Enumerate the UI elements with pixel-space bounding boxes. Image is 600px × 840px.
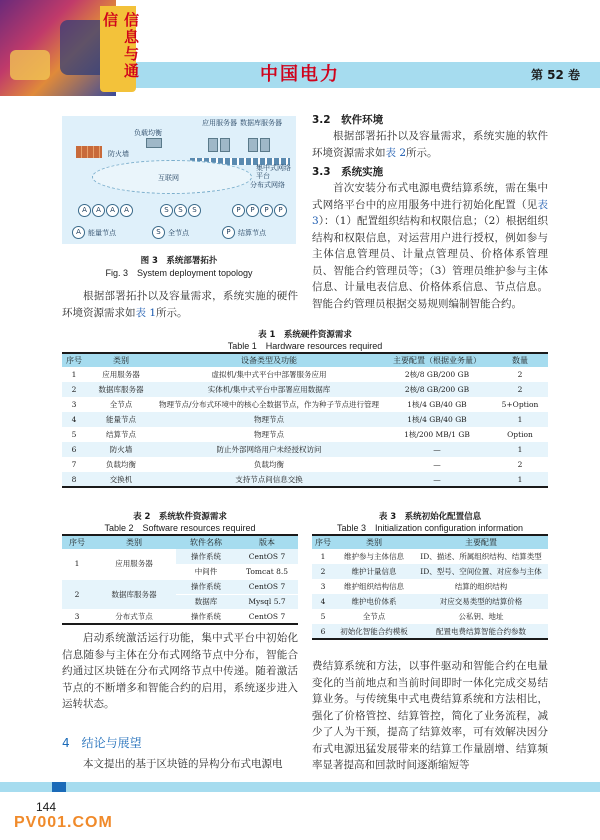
table-cell: 支持节点间信息交换 xyxy=(156,472,382,487)
energy-node: A xyxy=(78,204,91,217)
volume-label: 第 52 卷 xyxy=(530,68,580,82)
table-cell: 操作系统 xyxy=(176,579,236,594)
table-cell: ID、描述、所属组织结构、结算类型 xyxy=(420,552,542,561)
paragraph-text: 所示。 xyxy=(156,306,188,319)
table-row xyxy=(62,609,298,624)
table-cell: 2 xyxy=(492,382,548,397)
table-cell: 3 xyxy=(71,400,77,409)
table2-caption-en: Table 2 Software resources required xyxy=(104,523,256,533)
table-header: 序号 xyxy=(62,535,92,549)
fig-label-firewall: 防火墙 xyxy=(108,150,129,158)
activation-paragraph: 启动系统激活运行功能，集中式平台中初始化信息随参与主体在分布式网络节点中分布，智能合约通过区块链在分布式网络节点中传递。随着激活节点的不断增多和智能合约的启用，系统逐步进入运转状态。 xyxy=(62,632,298,710)
table-cell: — xyxy=(382,472,492,487)
full-node: S xyxy=(160,204,173,217)
table-cell: 1 xyxy=(71,370,77,379)
table-row xyxy=(62,457,548,472)
table-cell: 数据库服务器 xyxy=(92,579,176,609)
table-cell: 7 xyxy=(71,460,77,469)
paragraph-text: 首次安装分布式电源电费结算系统，需在集中式网络平台中的应用服务中进行初始化配置（见 xyxy=(312,182,548,211)
table-header: 设备类型及功能 xyxy=(156,353,382,367)
table-cell: 虚拟机/集中式平台中部署服务应用 xyxy=(211,370,327,379)
table-header: 类别 xyxy=(92,535,176,549)
table-cell: 3 xyxy=(320,582,326,591)
table-cell: 维护组织结构信息 xyxy=(344,582,404,591)
table-cell: 全节点 xyxy=(362,612,386,621)
table-cell: 1 xyxy=(62,549,92,579)
paragraph-text: 根据部署拓扑以及容量需求，系统实施的硬件环境资源需求如 xyxy=(62,290,298,319)
energy-node: A xyxy=(92,204,105,217)
table-cell: 2 xyxy=(62,382,86,397)
hardware-resources-table xyxy=(62,352,548,488)
table-header: 主要配置 xyxy=(414,535,548,549)
table-row xyxy=(312,624,548,639)
legend-energy-node-icon: A xyxy=(72,226,85,239)
table-cell: 中间件 xyxy=(176,564,236,579)
table-cell: 防火墙 xyxy=(86,442,156,457)
hardware-intro-paragraph xyxy=(62,288,298,321)
table-cell: 2核/8 GB/200 GB xyxy=(382,382,492,397)
deployment-topology-figure xyxy=(62,116,296,244)
database-icon xyxy=(260,138,270,152)
table-header: 数量 xyxy=(492,353,548,367)
settlement-node: P xyxy=(232,204,245,217)
table-cell: 对应交易类型的结算价格 xyxy=(414,594,548,609)
table-cell: 1 xyxy=(492,412,548,427)
database-icon xyxy=(248,138,258,152)
table-cell: 负载均衡 xyxy=(106,460,136,469)
table-header: 类别 xyxy=(86,353,156,367)
section-4-heading: 4 结论与展望 xyxy=(62,736,142,750)
paragraph-text: 所示。 xyxy=(406,146,438,159)
fig-label-centralized-platform: 集中式网络平台 xyxy=(256,164,291,180)
table-cell: 数据库服务器 xyxy=(86,382,156,397)
table-cell: — xyxy=(382,442,492,457)
settlement-node: P xyxy=(260,204,273,217)
table-cell: 1核/4 GB/40 GB xyxy=(382,412,492,427)
page-number: 144 xyxy=(36,800,57,814)
table2-caption-zh: 表 2 系统软件资源需求 xyxy=(133,512,227,522)
software-resources-table xyxy=(62,534,298,625)
table-cell: 实体机/集中式平台中部署应用数据库 xyxy=(156,382,382,397)
table-row xyxy=(62,442,548,457)
table-header: 序号 xyxy=(312,535,334,549)
table3-caption-en: Table 3 Initialization configuration information xyxy=(336,523,524,533)
table-row xyxy=(312,594,548,609)
conclusion-paragraph-start: 本文提出的基于区块链的异构分布式电源电 xyxy=(83,758,283,770)
table-cell: 物理节点 xyxy=(156,412,382,427)
table-cell: 1 xyxy=(492,472,548,487)
table-cell: 2 xyxy=(62,579,92,609)
fig-label-distributed-network: 分布式网络 xyxy=(250,181,285,189)
table-cell: 配置电费结算智能合约参数 xyxy=(414,624,548,639)
conclusion-paragraph-continued: 费结算系统和方法，以事件驱动和智能合约在电量变化的当前地点和当前时间即时一体化完成交易结算业务。与传统集中式电费结算系统和方法相比，强化了价格管控、结算管控，简化了业务流程，减少了人为干预，提高了结算效率，可有效解决因分布式电源迅猛发展带来的结算工作量剧增、结算频率显著提高和回款时间逐渐缩短等 xyxy=(312,660,548,771)
table-cell: 维护计量信息 xyxy=(334,564,414,579)
legend-full-node-icon: S xyxy=(152,226,165,239)
table-cell: 1核/200 MB/1 GB xyxy=(404,430,470,439)
software-intro-paragraph xyxy=(312,128,548,161)
table-cell: ID、型号、空间位置、对应参与主体 xyxy=(414,564,548,579)
initialization-config-table xyxy=(312,534,548,640)
figure-caption-zh: 图 3 系统部署拓扑 xyxy=(140,256,218,266)
table3-caption-zh: 表 3 系统初始化配置信息 xyxy=(378,512,482,522)
table-cell: 防止外部网络用户未经授权访问 xyxy=(156,442,382,457)
table-cell: Option xyxy=(507,430,533,439)
table-header-row xyxy=(62,353,548,367)
implementation-paragraph xyxy=(312,180,548,312)
table-cell: 负载均衡 xyxy=(254,460,284,469)
table-header: 主要配置（根据业务量） xyxy=(382,353,492,367)
section-tag-label: 信息与通信 xyxy=(101,12,140,80)
footer-accent xyxy=(52,782,66,792)
fig-label-load-balancer: 负载均衡 xyxy=(134,129,162,137)
legend-settlement-node-icon: P xyxy=(222,226,235,239)
table-cell: 2 xyxy=(517,460,523,469)
table-cell: — xyxy=(433,460,441,469)
fig-label-internet: 互联网 xyxy=(158,174,179,182)
table-cell: 交换机 xyxy=(86,472,156,487)
table1-caption-zh: 表 1 系统硬件资源需求 xyxy=(258,330,352,340)
table-cell: 全节点 xyxy=(109,400,133,409)
paragraph-text: 根据部署拓扑以及容量需求，系统实施的软件环境资源需求如 xyxy=(312,130,548,159)
table-cell: 物理节点 xyxy=(254,430,284,439)
table-cell: 8 xyxy=(62,472,86,487)
legend-settlement-node: 结算节点 xyxy=(238,229,266,237)
settlement-node: P xyxy=(246,204,259,217)
table-cell: 结算的组织结构 xyxy=(454,582,508,591)
table-cell: 4 xyxy=(312,594,334,609)
table-cell: 5+Option xyxy=(501,400,539,409)
table-cell: 结算节点 xyxy=(106,430,136,439)
table1-caption-en: Table 1 Hardware resources required xyxy=(227,341,383,351)
server-icon xyxy=(220,138,230,152)
table-row xyxy=(62,397,548,412)
table-cell: 4 xyxy=(62,412,86,427)
table-header: 序号 xyxy=(62,353,86,367)
table-header: 类别 xyxy=(334,535,414,549)
table-header: 软件名称 xyxy=(176,535,236,549)
paragraph-text: ）：（1）配置组织结构和权限信息；（2）根据组织结构和权限信息，对运营用户进行授权，例如参与主体信息管理员、计量点管理员、价格体系管理员、智能合约管理员等；（3）管理员维护参与主体信息、计量电表信息、价格体系信息、节点信息。智能合约管理员根据交易规则编制智能合约。 xyxy=(312,215,548,310)
table-cell: 初始化智能合约模板 xyxy=(334,624,414,639)
table-cell: CentOS 7 xyxy=(236,549,298,564)
table-cell: 应用服务器 xyxy=(92,549,176,579)
fig-label-db-server: 数据库服务器 xyxy=(240,119,282,127)
page-header xyxy=(0,0,600,96)
figure-caption-en: Fig. 3 System deployment topology xyxy=(105,268,253,278)
table-cell: 2核/8 GB/200 GB xyxy=(404,370,470,379)
journal-title: 中国电力 xyxy=(260,64,340,85)
table3-link[interactable]: 表 3 xyxy=(312,198,548,227)
table-row xyxy=(312,579,548,594)
footer-bar xyxy=(0,782,600,792)
table-cell: 数据库 xyxy=(176,594,236,609)
table-cell: 3 xyxy=(62,609,92,624)
watermark: PV001.COM xyxy=(14,814,113,831)
fig-label-app-server: 应用服务器 xyxy=(202,119,237,127)
table-cell: CentOS 7 xyxy=(236,609,298,624)
table-cell: Mysql 5.7 xyxy=(236,594,298,609)
energy-node: A xyxy=(106,204,119,217)
table-cell: CentOS 7 xyxy=(236,579,298,594)
table-cell: 应用服务器 xyxy=(102,370,140,379)
table-row xyxy=(62,412,548,427)
full-node: S xyxy=(188,204,201,217)
table-row xyxy=(62,472,548,487)
table-cell: 操作系统 xyxy=(176,609,236,624)
section-3-3-heading: 3.3 系统实施 xyxy=(312,166,384,178)
table-cell: 6 xyxy=(62,442,86,457)
table-cell: 分布式节点 xyxy=(92,609,176,624)
table-cell: 5 xyxy=(71,430,77,439)
table-cell: 2 xyxy=(312,564,334,579)
table-cell: 维护电价体系 xyxy=(334,594,414,609)
table-cell: 1 xyxy=(492,442,548,457)
table-cell: 2 xyxy=(517,370,523,379)
table-header-row xyxy=(62,535,298,549)
table-row xyxy=(62,549,298,564)
table-row xyxy=(312,549,548,564)
full-node: S xyxy=(174,204,187,217)
table-row xyxy=(312,609,548,624)
table-cell: Tomcat 8.5 xyxy=(236,564,298,579)
section-3-2-heading: 3.2 软件环境 xyxy=(312,114,384,126)
energy-node: A xyxy=(120,204,133,217)
table-row xyxy=(62,579,298,594)
table-cell: 能量节点 xyxy=(86,412,156,427)
legend-full-node: 全节点 xyxy=(168,229,189,237)
table-row xyxy=(62,367,548,382)
table-row xyxy=(62,427,548,442)
firewall-icon xyxy=(76,146,102,158)
table-header-row xyxy=(312,535,548,549)
server-icon xyxy=(208,138,218,152)
table-header: 版本 xyxy=(236,535,298,549)
table-row xyxy=(62,382,548,397)
table-cell: 5 xyxy=(320,612,326,621)
legend-energy-node: 能量节点 xyxy=(88,229,116,237)
table-cell: 1 xyxy=(320,552,326,561)
table-cell: 公私钥、地址 xyxy=(458,612,504,621)
table-row xyxy=(312,564,548,579)
load-balancer-icon xyxy=(146,138,162,148)
table-cell: 物理节点/分布式环境中的核心全数据节点，作为种子节点进行管理 xyxy=(158,400,380,409)
table-cell: 操作系统 xyxy=(176,549,236,564)
table-cell: 1核/4 GB/40 GB xyxy=(407,400,467,409)
settlement-node: P xyxy=(274,204,287,217)
table-cell: 维护参与主体信息 xyxy=(344,552,404,561)
table-cell: 6 xyxy=(312,624,334,639)
table2-link[interactable]: 表 2 xyxy=(385,146,407,159)
table1-link[interactable]: 表 1 xyxy=(135,306,157,319)
